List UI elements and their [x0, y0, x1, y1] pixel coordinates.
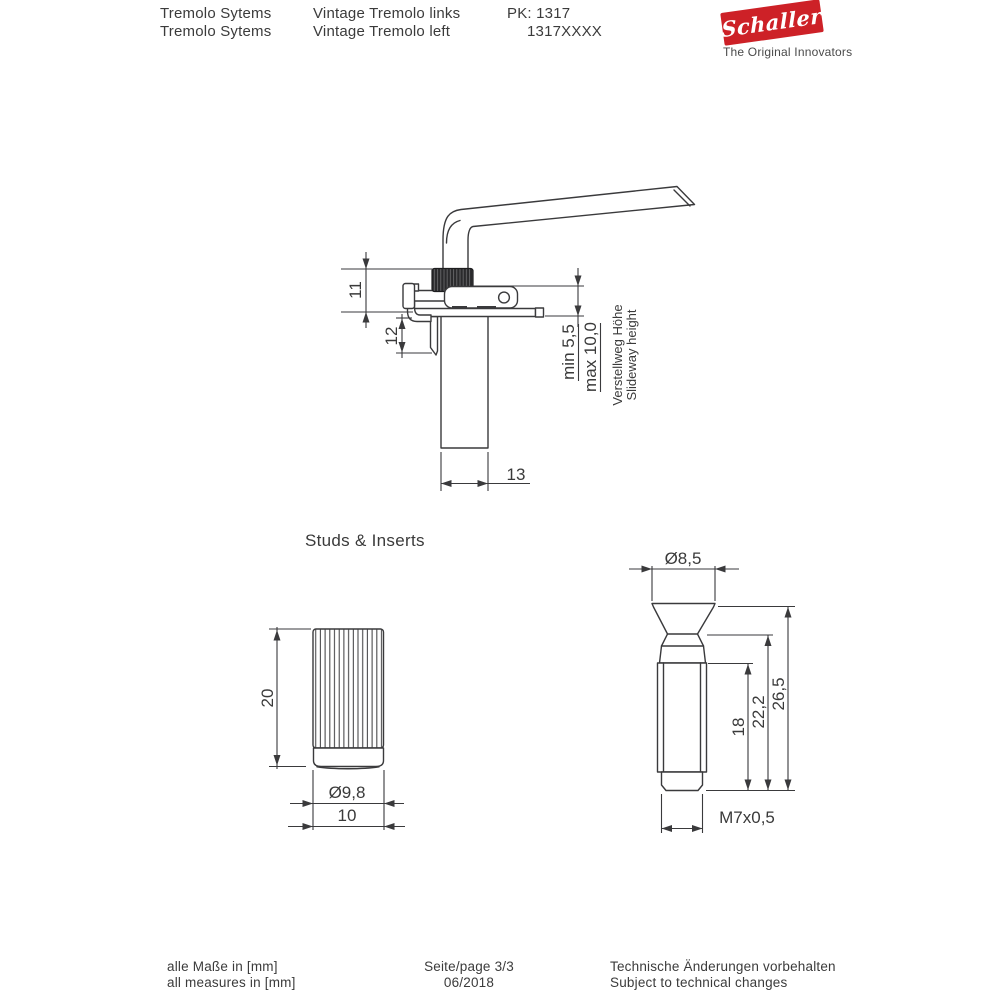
footer-notice-de: Technische Änderungen vorbehalten — [610, 959, 836, 974]
dim-diameter-label: Ø9,8 — [328, 783, 366, 802]
bracket-tab — [403, 284, 415, 309]
logo-tagline: The Original Innovators — [723, 45, 853, 59]
footer-date: 06/2018 — [443, 974, 495, 990]
schaller-logo-wordmark: Schaller — [721, 2, 823, 43]
dim-min-label: min 5,5 — [559, 324, 578, 380]
dim-11-label: 11 — [346, 281, 365, 299]
dim-head-diameter-label: Ø8,5 — [664, 549, 702, 568]
header-category-row2: Tremolo Sytems — [160, 23, 272, 40]
stud-thread-tip — [662, 772, 703, 791]
dim-13-label: 13 — [506, 465, 526, 484]
tremolo-side-view — [403, 187, 695, 449]
slideway-label-de: Verstellweg Höhe — [610, 304, 625, 406]
footer-measures-en: all measures in [mm] — [167, 974, 296, 990]
dim-max-label: max 10,0 — [581, 322, 600, 392]
footer-page-number: Seite/page 3/3 — [424, 959, 514, 974]
header-code-row2: 1317XXXX — [527, 23, 602, 40]
header-code-row1: PK: 1317 — [507, 5, 571, 22]
footer-measures-de: alle Maße in [mm] — [167, 959, 278, 974]
tremolo-base-block — [441, 312, 488, 448]
stud-head — [652, 604, 715, 664]
footer-notice-en: Subject to technical changes — [610, 974, 788, 990]
dim-26-label: 26,5 — [769, 677, 788, 711]
stud-body — [658, 663, 707, 772]
dim-22-label: 22,2 — [749, 695, 768, 729]
housing-hole — [499, 292, 510, 303]
dim-18-label: 18 — [729, 717, 748, 737]
height-adjust-screw — [431, 317, 438, 356]
header-product-row2: Vintage Tremolo left — [313, 23, 451, 40]
header-product-row1: Vintage Tremolo links — [313, 5, 461, 22]
tremolo-arm — [443, 187, 695, 270]
header-category-row1: Tremolo Sytems — [160, 5, 272, 22]
slideway-label-en: Slideway height — [624, 309, 639, 401]
insert-knurled-body — [313, 629, 384, 748]
insert-drawing — [258, 627, 405, 830]
studs-inserts-title: Studs & Inserts — [305, 531, 425, 550]
dim-10-label: 10 — [337, 806, 357, 825]
dim-12-label: 12 — [382, 326, 401, 346]
stud-drawing — [629, 549, 795, 833]
insert-collar — [314, 748, 384, 767]
dim-thread-label: M7x0,5 — [719, 808, 775, 827]
base-plate-end-cap — [536, 308, 544, 317]
dim-20-label: 20 — [258, 688, 277, 708]
